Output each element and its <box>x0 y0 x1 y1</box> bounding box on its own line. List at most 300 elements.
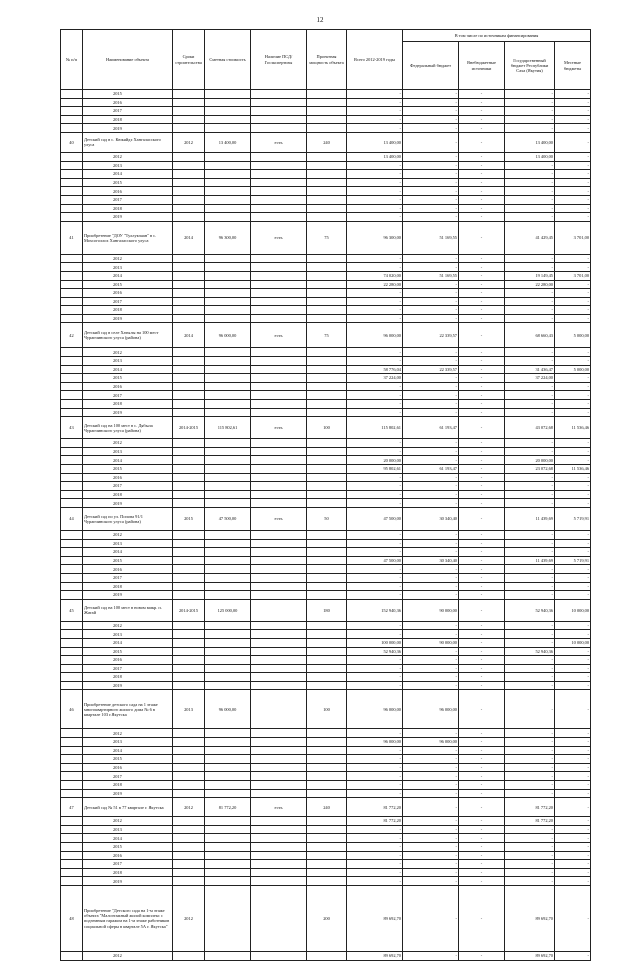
build-period <box>173 647 205 656</box>
design-capacity <box>307 170 347 179</box>
build-period <box>173 456 205 465</box>
row-number <box>61 817 83 826</box>
extrabudget-amount: - <box>459 499 505 508</box>
republic-amount: 11 439,69 <box>505 507 555 530</box>
local-amount: - <box>555 591 591 600</box>
row-number <box>61 289 83 298</box>
year-row <box>61 789 591 798</box>
build-period <box>173 90 205 99</box>
design-capacity <box>307 746 347 755</box>
extrabudget-amount: - <box>459 690 505 729</box>
local-amount: - <box>555 851 591 860</box>
psd-status <box>251 621 307 630</box>
extrabudget-amount: - <box>459 681 505 690</box>
year-row <box>61 115 591 124</box>
extrabudget-amount: - <box>459 132 505 152</box>
build-period <box>173 638 205 647</box>
psd-status <box>251 860 307 869</box>
estimated-cost <box>205 152 251 161</box>
local-amount: - <box>555 482 591 491</box>
row-number <box>61 681 83 690</box>
total-amount: - <box>347 582 403 591</box>
republic-amount: - <box>505 763 555 772</box>
year-label: 2015 <box>83 178 173 187</box>
total-amount: - <box>347 656 403 665</box>
design-capacity <box>307 473 347 482</box>
year-label: 2019 <box>83 681 173 690</box>
republic-amount: - <box>505 439 555 448</box>
psd-status <box>251 456 307 465</box>
republic-amount: 13 400,00 <box>505 152 555 161</box>
object-row <box>61 798 591 817</box>
psd-status <box>251 98 307 107</box>
republic-amount: 41 429,45 <box>505 221 555 254</box>
build-period <box>173 161 205 170</box>
total-amount: 89 692,70 <box>347 951 403 960</box>
page-number: 12 <box>316 16 324 24</box>
estimated-cost <box>205 170 251 179</box>
estimated-cost <box>205 772 251 781</box>
psd-status <box>251 263 307 272</box>
estimated-cost <box>205 664 251 673</box>
psd-status <box>251 213 307 222</box>
build-period <box>173 482 205 491</box>
republic-amount: - <box>505 638 555 647</box>
row-number <box>61 860 83 869</box>
year-label: 2016 <box>83 289 173 298</box>
build-period: 2012 <box>173 132 205 152</box>
federal-amount: - <box>403 115 459 124</box>
row-number <box>61 647 83 656</box>
total-amount: 152 940,36 <box>347 599 403 621</box>
extrabudget-amount: - <box>459 107 505 116</box>
estimated-cost: 81 772,20 <box>205 798 251 817</box>
estimated-cost <box>205 638 251 647</box>
year-label: 2017 <box>83 772 173 781</box>
total-amount: - <box>347 548 403 557</box>
header-psd: Наличие ПСД/ Госэкспертизы <box>251 30 307 90</box>
republic-amount: - <box>505 107 555 116</box>
extrabudget-amount: - <box>459 647 505 656</box>
local-amount: - <box>555 868 591 877</box>
republic-amount: 43 072,68 <box>505 417 555 439</box>
psd-status <box>251 681 307 690</box>
year-row <box>61 647 591 656</box>
local-amount: - <box>555 582 591 591</box>
year-label: 2015 <box>83 755 173 764</box>
republic-amount: - <box>505 729 555 738</box>
estimated-cost <box>205 548 251 557</box>
row-number <box>61 306 83 315</box>
republic-amount: 89 692,70 <box>505 885 555 951</box>
extrabudget-amount: - <box>459 306 505 315</box>
estimated-cost <box>205 755 251 764</box>
local-amount: - <box>555 951 591 960</box>
total-amount: - <box>347 834 403 843</box>
row-number: 40 <box>61 132 83 152</box>
row-number <box>61 107 83 116</box>
psd-status <box>251 755 307 764</box>
republic-amount: - <box>505 447 555 456</box>
design-capacity <box>307 400 347 409</box>
row-number <box>61 213 83 222</box>
total-amount: - <box>347 115 403 124</box>
extrabudget-amount: - <box>459 817 505 826</box>
extrabudget-amount: - <box>459 280 505 289</box>
estimated-cost <box>205 843 251 852</box>
psd-status <box>251 729 307 738</box>
estimated-cost <box>205 365 251 374</box>
estimated-cost <box>205 573 251 582</box>
object-name: Детский сад на 100 мест в с. Дябыла Чурапчинского улуса (района) <box>83 417 173 439</box>
estimated-cost <box>205 556 251 565</box>
build-period <box>173 781 205 790</box>
year-row <box>61 195 591 204</box>
build-period: 2014 <box>173 323 205 348</box>
build-period <box>173 834 205 843</box>
year-label: 2013 <box>83 357 173 366</box>
extrabudget-amount: - <box>459 729 505 738</box>
local-amount: - <box>555 195 591 204</box>
local-amount: - <box>555 107 591 116</box>
republic-amount: - <box>505 746 555 755</box>
psd-status <box>251 187 307 196</box>
row-number <box>61 482 83 491</box>
year-label: 2019 <box>83 789 173 798</box>
extrabudget-amount: - <box>459 391 505 400</box>
estimated-cost <box>205 374 251 383</box>
federal-amount: - <box>403 573 459 582</box>
year-label: 2015 <box>83 556 173 565</box>
year-row <box>61 204 591 213</box>
row-number <box>61 539 83 548</box>
year-row <box>61 170 591 179</box>
extrabudget-amount: - <box>459 885 505 951</box>
local-amount: 11 536,46 <box>555 417 591 439</box>
total-amount: - <box>347 772 403 781</box>
republic-amount: - <box>505 213 555 222</box>
design-capacity <box>307 681 347 690</box>
extrabudget-amount: - <box>459 263 505 272</box>
row-number <box>61 178 83 187</box>
estimated-cost <box>205 530 251 539</box>
psd-status <box>251 482 307 491</box>
extrabudget-amount: - <box>459 825 505 834</box>
build-period <box>173 755 205 764</box>
row-number <box>61 755 83 764</box>
row-number <box>61 530 83 539</box>
object-row <box>61 507 591 530</box>
local-amount: - <box>555 391 591 400</box>
row-number <box>61 729 83 738</box>
year-row <box>61 573 591 582</box>
total-amount: - <box>347 729 403 738</box>
republic-amount: - <box>505 306 555 315</box>
design-capacity <box>307 834 347 843</box>
total-amount: 37 224,00 <box>347 374 403 383</box>
row-number <box>61 400 83 409</box>
row-number <box>61 195 83 204</box>
psd-status: есть <box>251 221 307 254</box>
total-amount: - <box>347 391 403 400</box>
local-amount: 3 701,00 <box>555 271 591 280</box>
republic-amount: - <box>505 90 555 99</box>
federal-amount: - <box>403 456 459 465</box>
build-period <box>173 539 205 548</box>
republic-amount: - <box>505 860 555 869</box>
local-amount: - <box>555 382 591 391</box>
year-label: 2014 <box>83 456 173 465</box>
psd-status <box>251 124 307 133</box>
psd-status: есть <box>251 323 307 348</box>
local-amount: - <box>555 843 591 852</box>
year-row <box>61 391 591 400</box>
row-number: 48 <box>61 885 83 951</box>
psd-status <box>251 746 307 755</box>
row-number <box>61 170 83 179</box>
psd-status <box>251 647 307 656</box>
total-amount: - <box>347 591 403 600</box>
total-amount: 13 400,00 <box>347 152 403 161</box>
header-capacity: Проектная мощность объекта <box>307 30 347 90</box>
extrabudget-amount: - <box>459 357 505 366</box>
republic-amount: 81 772,20 <box>505 798 555 817</box>
federal-amount: - <box>403 170 459 179</box>
build-period <box>173 530 205 539</box>
row-number <box>61 573 83 582</box>
build-period: 2012 <box>173 798 205 817</box>
year-label: 2018 <box>83 582 173 591</box>
extrabudget-amount: - <box>459 738 505 747</box>
design-capacity <box>307 447 347 456</box>
republic-amount: - <box>505 539 555 548</box>
local-amount: - <box>555 161 591 170</box>
year-row <box>61 817 591 826</box>
federal-amount: - <box>403 817 459 826</box>
design-capacity <box>307 306 347 315</box>
estimated-cost <box>205 490 251 499</box>
estimated-cost <box>205 195 251 204</box>
row-number <box>61 473 83 482</box>
design-capacity: 100 <box>307 417 347 439</box>
total-amount: - <box>347 781 403 790</box>
row-number <box>61 621 83 630</box>
psd-status <box>251 408 307 417</box>
year-row <box>61 548 591 557</box>
build-period: 2015 <box>173 507 205 530</box>
build-period <box>173 254 205 263</box>
federal-amount: 90 000,00 <box>403 638 459 647</box>
row-number <box>61 439 83 448</box>
extrabudget-amount: - <box>459 417 505 439</box>
local-amount: - <box>555 132 591 152</box>
object-row <box>61 690 591 729</box>
row-number: 45 <box>61 599 83 621</box>
extrabudget-amount: - <box>459 664 505 673</box>
row-number <box>61 365 83 374</box>
federal-amount: - <box>403 499 459 508</box>
estimated-cost <box>205 621 251 630</box>
design-capacity <box>307 90 347 99</box>
design-capacity <box>307 213 347 222</box>
local-amount: - <box>555 746 591 755</box>
psd-status <box>251 115 307 124</box>
design-capacity <box>307 499 347 508</box>
total-amount: - <box>347 289 403 298</box>
psd-status <box>251 170 307 179</box>
estimated-cost <box>205 314 251 323</box>
extrabudget-amount: - <box>459 843 505 852</box>
header-republic: Государственный бюджет Республики Саха (Якутия) <box>505 42 555 90</box>
design-capacity <box>307 465 347 474</box>
extrabudget-amount: - <box>459 187 505 196</box>
local-amount: - <box>555 781 591 790</box>
design-capacity <box>307 763 347 772</box>
year-label: 2017 <box>83 573 173 582</box>
build-period <box>173 763 205 772</box>
psd-status <box>251 490 307 499</box>
year-label: 2012 <box>83 439 173 448</box>
year-label: 2019 <box>83 877 173 886</box>
build-period <box>173 408 205 417</box>
total-amount: - <box>347 868 403 877</box>
estimated-cost <box>205 729 251 738</box>
psd-status <box>251 548 307 557</box>
local-amount: 10 000,00 <box>555 638 591 647</box>
design-capacity <box>307 539 347 548</box>
federal-amount: - <box>403 621 459 630</box>
psd-status <box>251 789 307 798</box>
total-amount: - <box>347 755 403 764</box>
year-row <box>61 638 591 647</box>
estimated-cost <box>205 951 251 960</box>
build-period <box>173 374 205 383</box>
row-number: 47 <box>61 798 83 817</box>
federal-amount: - <box>403 781 459 790</box>
local-amount: - <box>555 115 591 124</box>
build-period <box>173 178 205 187</box>
extrabudget-amount: - <box>459 447 505 456</box>
build-period <box>173 115 205 124</box>
estimated-cost <box>205 289 251 298</box>
design-capacity <box>307 843 347 852</box>
republic-amount: - <box>505 357 555 366</box>
federal-amount: - <box>403 263 459 272</box>
extrabudget-amount: - <box>459 482 505 491</box>
row-number <box>61 630 83 639</box>
psd-status <box>251 530 307 539</box>
design-capacity <box>307 556 347 565</box>
local-amount: - <box>555 490 591 499</box>
design-capacity <box>307 382 347 391</box>
design-capacity <box>307 851 347 860</box>
republic-amount: - <box>505 681 555 690</box>
local-amount: - <box>555 357 591 366</box>
local-amount: - <box>555 289 591 298</box>
estimated-cost <box>205 280 251 289</box>
psd-status <box>251 306 307 315</box>
row-number: 43 <box>61 417 83 439</box>
psd-status <box>251 391 307 400</box>
extrabudget-amount: - <box>459 530 505 539</box>
estimated-cost <box>205 539 251 548</box>
year-row <box>61 825 591 834</box>
local-amount: - <box>555 738 591 747</box>
year-label: 2019 <box>83 314 173 323</box>
object-row <box>61 885 591 951</box>
design-capacity <box>307 860 347 869</box>
federal-amount: - <box>403 306 459 315</box>
build-period <box>173 630 205 639</box>
year-row <box>61 539 591 548</box>
build-period <box>173 473 205 482</box>
estimated-cost <box>205 834 251 843</box>
year-row <box>61 271 591 280</box>
federal-amount: 51 169,55 <box>403 221 459 254</box>
design-capacity <box>307 482 347 491</box>
psd-status <box>251 781 307 790</box>
estimated-cost <box>205 115 251 124</box>
extrabudget-amount: - <box>459 798 505 817</box>
local-amount: - <box>555 374 591 383</box>
year-label: 2014 <box>83 746 173 755</box>
year-row <box>61 357 591 366</box>
republic-amount: - <box>505 195 555 204</box>
local-amount: 10 000,00 <box>555 599 591 621</box>
federal-amount: - <box>403 161 459 170</box>
year-label: 2015 <box>83 374 173 383</box>
psd-status <box>251 297 307 306</box>
object-name: Детский сад № 51 в 77 квартале г. Якутска <box>83 798 173 817</box>
total-amount: - <box>347 843 403 852</box>
year-row <box>61 556 591 565</box>
extrabudget-amount: - <box>459 548 505 557</box>
row-number <box>61 297 83 306</box>
local-amount: - <box>555 877 591 886</box>
build-period <box>173 499 205 508</box>
design-capacity: 180 <box>307 599 347 621</box>
estimated-cost <box>205 382 251 391</box>
year-row <box>61 187 591 196</box>
row-number <box>61 187 83 196</box>
psd-status: есть <box>251 798 307 817</box>
year-row <box>61 630 591 639</box>
build-period <box>173 729 205 738</box>
year-row <box>61 473 591 482</box>
year-row <box>61 161 591 170</box>
republic-amount: - <box>505 582 555 591</box>
local-amount: - <box>555 656 591 665</box>
year-label: 2016 <box>83 98 173 107</box>
build-period: 2012 <box>173 885 205 951</box>
year-label: 2019 <box>83 213 173 222</box>
local-amount: - <box>555 213 591 222</box>
local-amount: - <box>555 690 591 729</box>
estimated-cost <box>205 306 251 315</box>
extrabudget-amount: - <box>459 621 505 630</box>
build-period <box>173 746 205 755</box>
design-capacity <box>307 647 347 656</box>
local-amount: - <box>555 306 591 315</box>
total-amount: - <box>347 490 403 499</box>
extrabudget-amount: - <box>459 98 505 107</box>
build-period: 2014 <box>173 221 205 254</box>
federal-amount: - <box>403 548 459 557</box>
row-number <box>61 408 83 417</box>
total-amount: - <box>347 789 403 798</box>
local-amount: - <box>555 408 591 417</box>
build-period <box>173 490 205 499</box>
